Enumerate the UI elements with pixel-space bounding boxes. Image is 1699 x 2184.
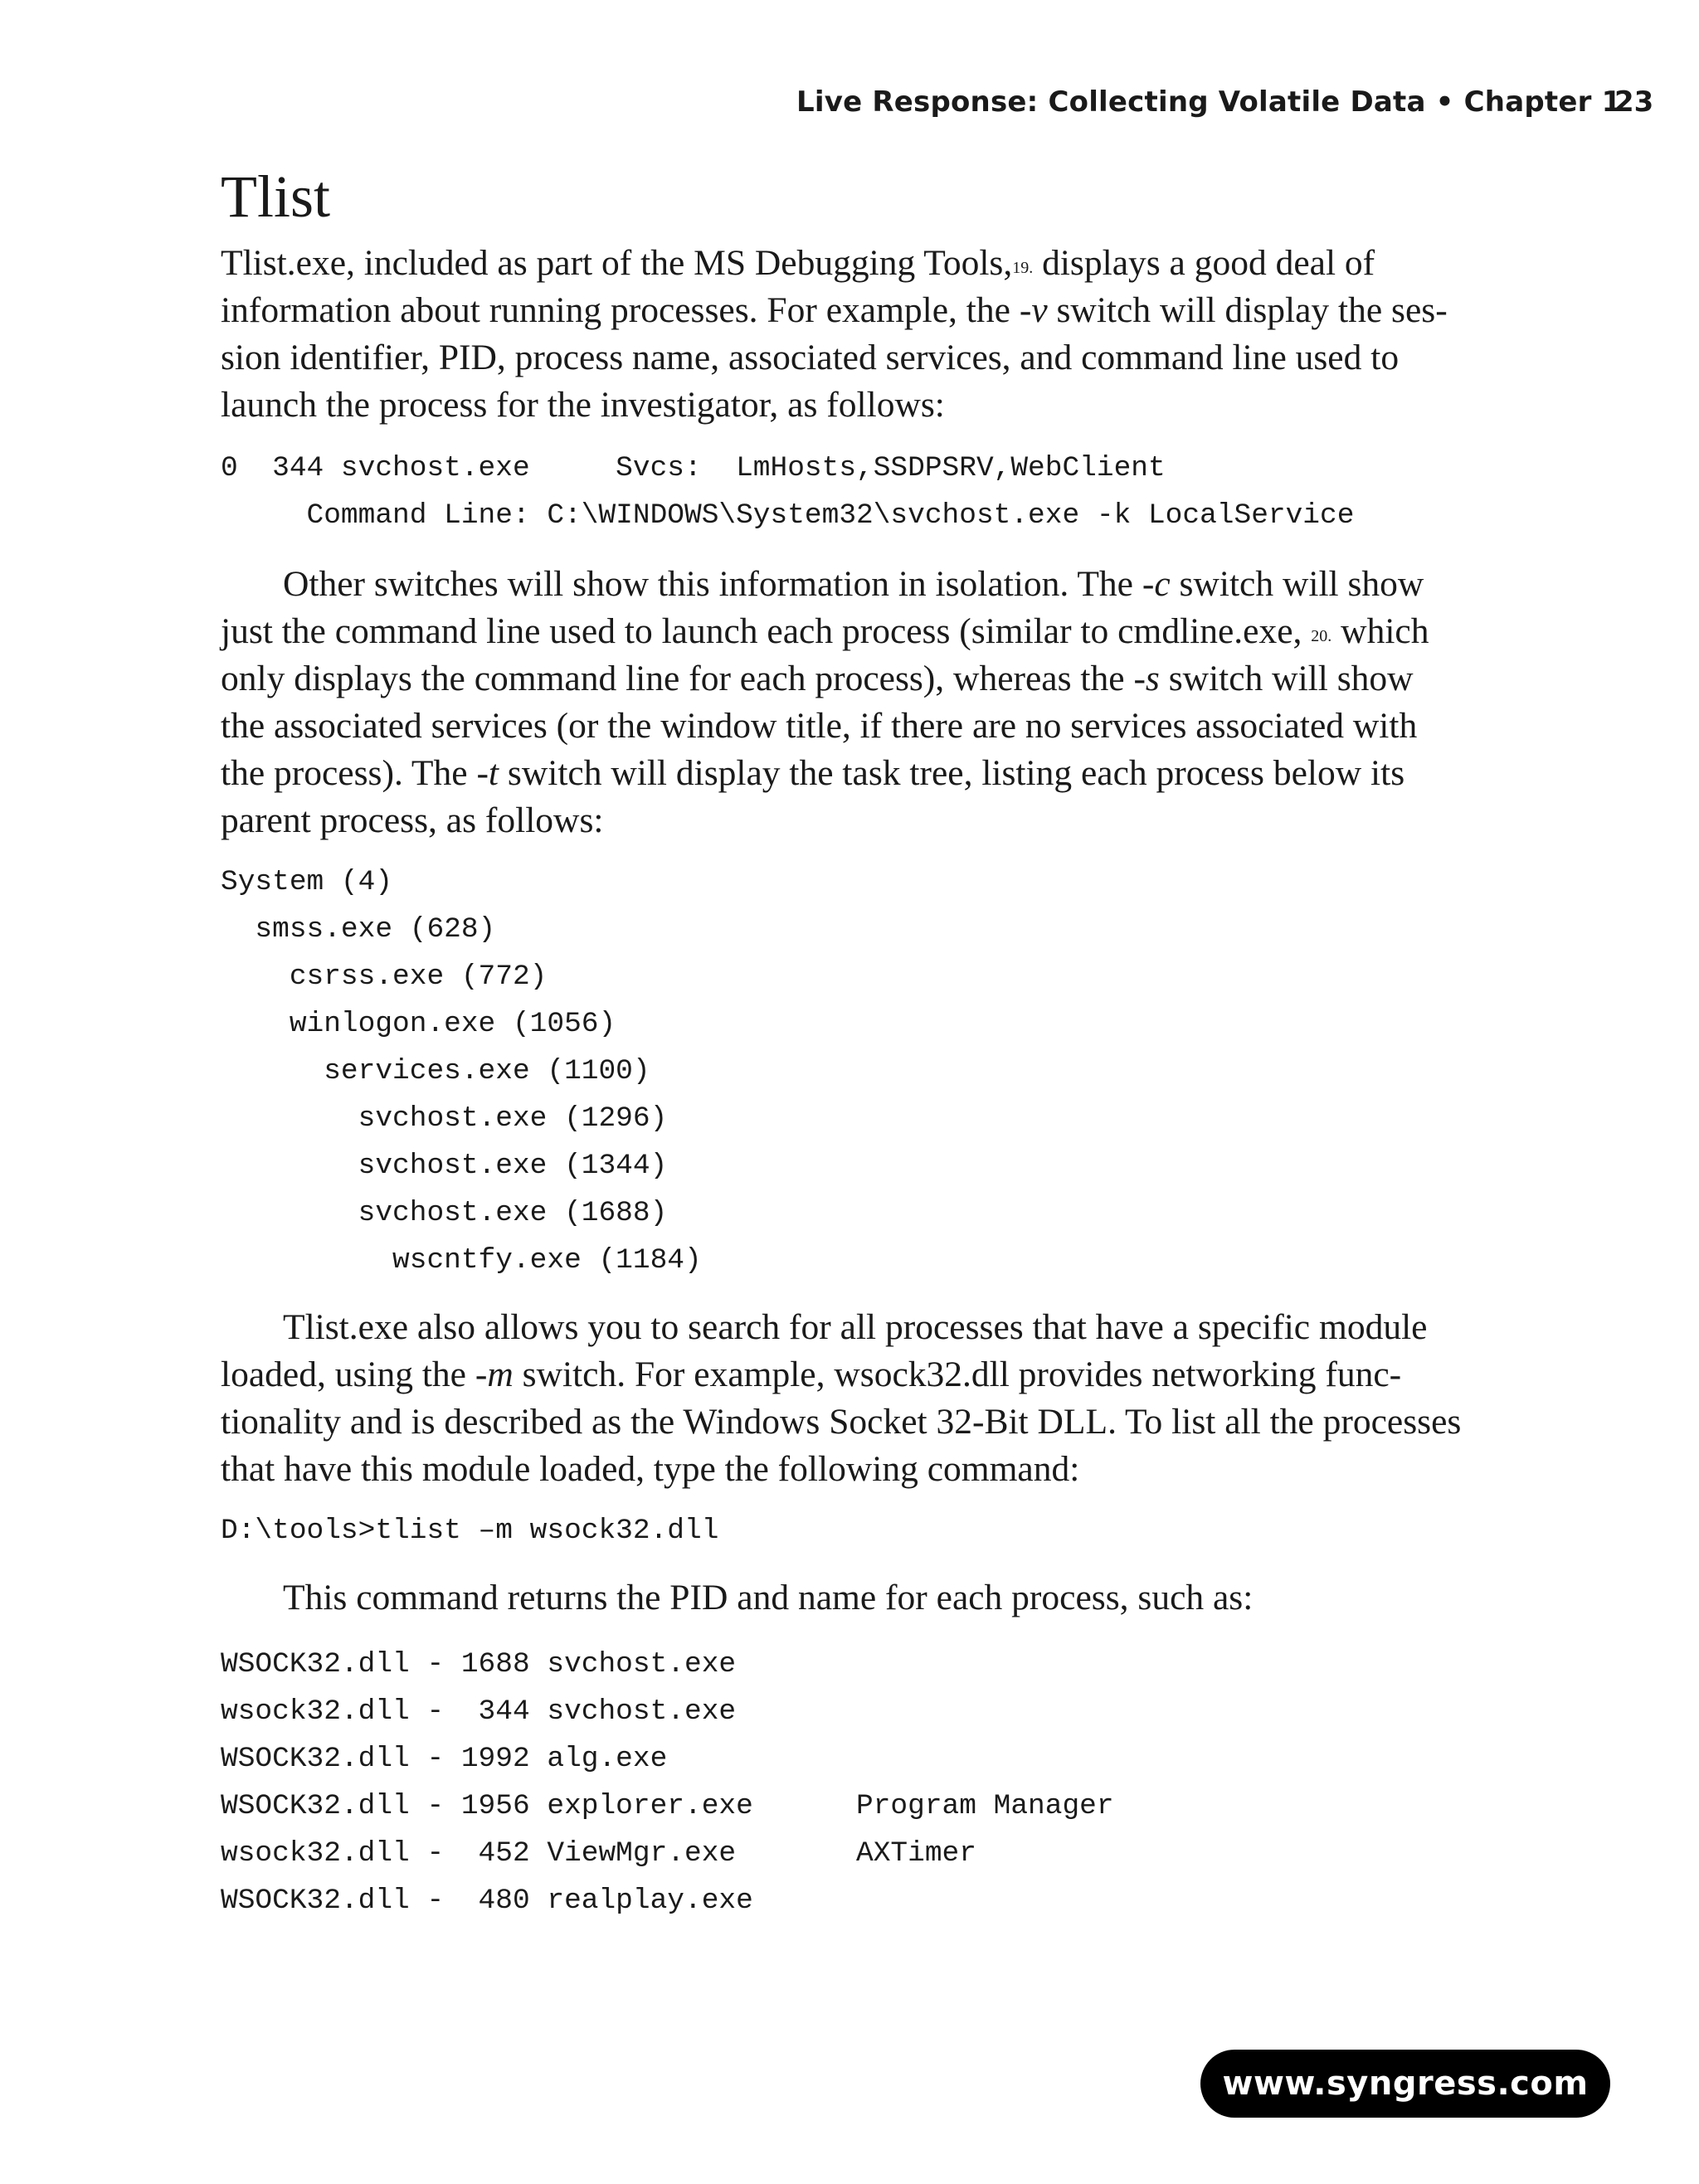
- text-run: switch will show: [1159, 659, 1414, 698]
- paragraph-line: sion identifier, PID, process name, associated services, and command line used to: [221, 338, 1400, 377]
- code-line: WSOCK32.dll - 1688 svchost.exe: [221, 1648, 737, 1681]
- paragraph-line: Tlist.exe also allows you to search for all processes that have a specific module: [283, 1307, 1428, 1347]
- text-run: Other switches will show this information in isolation. The: [283, 564, 1142, 604]
- paragraph-line: [221, 240, 1531, 287]
- text-run: Tlist.exe, included as part of the MS Debugging Tools,: [221, 243, 1013, 283]
- code-line: svchost.exe (1344): [221, 1150, 668, 1182]
- paragraph-line: the associated services (or the window title, if there are no services associated with: [221, 706, 1418, 746]
- code-block-task-tree: [221, 859, 1531, 1284]
- code-line: 0 344 svchost.exe Svcs: LmHosts,SSDPSRV,WebClient: [221, 452, 1166, 484]
- text-run: only displays the command line for each process), whereas the: [221, 659, 1134, 698]
- code-line: WSOCK32.dll - 1992 alg.exe: [221, 1743, 668, 1775]
- text-run: displays a good deal of: [1033, 243, 1375, 283]
- switch-name: -s: [1133, 659, 1160, 698]
- paragraph-line: This command returns the PID and name for each process, such as:: [283, 1578, 1254, 1617]
- paragraph-line: [221, 287, 1531, 334]
- switch-name: -t: [476, 753, 499, 793]
- section-title: Tlist: [221, 163, 331, 230]
- code-line: wscntfy.exe (1184): [221, 1244, 702, 1277]
- code-block-command: [221, 1507, 1531, 1554]
- code-line: WSOCK32.dll - 480 realplay.exe: [221, 1885, 753, 1917]
- code-line: D:\tools>tlist –m wsock32.dll: [221, 1515, 719, 1547]
- code-line: csrss.exe (772): [221, 961, 548, 993]
- text-run: switch will show: [1170, 564, 1424, 604]
- footnote-marker: 19.: [1012, 259, 1034, 277]
- code-line: WSOCK32.dll - 1956 explorer.exe Program Manager: [221, 1790, 1114, 1822]
- paragraph-line: [221, 750, 1531, 797]
- code-line: System (4): [221, 866, 393, 898]
- paragraph-line: launch the process for the investigator, as follows:: [221, 385, 945, 425]
- page-number: 23: [1614, 85, 1654, 119]
- switch-name: -v: [1019, 290, 1048, 330]
- paragraph-results-intro: [221, 1574, 1531, 1622]
- code-line: services.exe (1100): [221, 1055, 650, 1087]
- paragraph-line: [221, 655, 1531, 703]
- code-block-svchost: [221, 445, 1531, 539]
- text-run: just the command line used to launch each process (similar to cmdline.exe,: [221, 611, 1312, 651]
- paragraph-switches: [221, 561, 1531, 844]
- code-block-results: [221, 1641, 1531, 1924]
- text-run: switch will display the task tree, listing each process below its: [499, 753, 1405, 793]
- text-run: the process). The: [221, 753, 477, 793]
- paragraph-line: parent process, as follows:: [221, 800, 604, 840]
- code-line: wsock32.dll - 344 svchost.exe: [221, 1695, 737, 1728]
- paragraph-line: [221, 608, 1531, 655]
- switch-name: -c: [1142, 564, 1171, 604]
- website-badge: www.syngress.com: [1200, 2050, 1610, 2118]
- paragraph-line: tionality and is described as the Windows Socket 32-Bit DLL. To list all the processes: [221, 1402, 1462, 1442]
- paragraph-line: [221, 561, 1531, 608]
- paragraph-line: [221, 1351, 1531, 1398]
- code-line: svchost.exe (1296): [221, 1102, 668, 1135]
- code-line: wsock32.dll - 452 ViewMgr.exe AXTimer: [221, 1837, 976, 1870]
- text-run: information about running processes. For example, the: [221, 290, 1020, 330]
- code-line: winlogon.exe (1056): [221, 1008, 616, 1040]
- running-head: Live Response: Collecting Volatile Data • Chapter 1: [796, 85, 1622, 119]
- paragraph-line: that have this module loaded, type the following command:: [221, 1449, 1080, 1489]
- code-line: smss.exe (628): [221, 913, 496, 946]
- text-run: switch will display the ses-: [1047, 290, 1448, 330]
- paragraph-intro: [221, 240, 1531, 429]
- paragraph-module-search: [221, 1304, 1531, 1493]
- footnote-marker: 20.: [1311, 627, 1332, 645]
- code-line: svchost.exe (1688): [221, 1197, 668, 1229]
- text-run: which: [1331, 611, 1429, 651]
- text-run: loaded, using the: [221, 1355, 475, 1394]
- code-line: Command Line: C:\WINDOWS\System32\svchost.exe -k LocalService: [221, 499, 1355, 532]
- text-run: switch. For example, wsock32.dll provides networking func-: [513, 1355, 1402, 1394]
- switch-name: -m: [475, 1355, 514, 1394]
